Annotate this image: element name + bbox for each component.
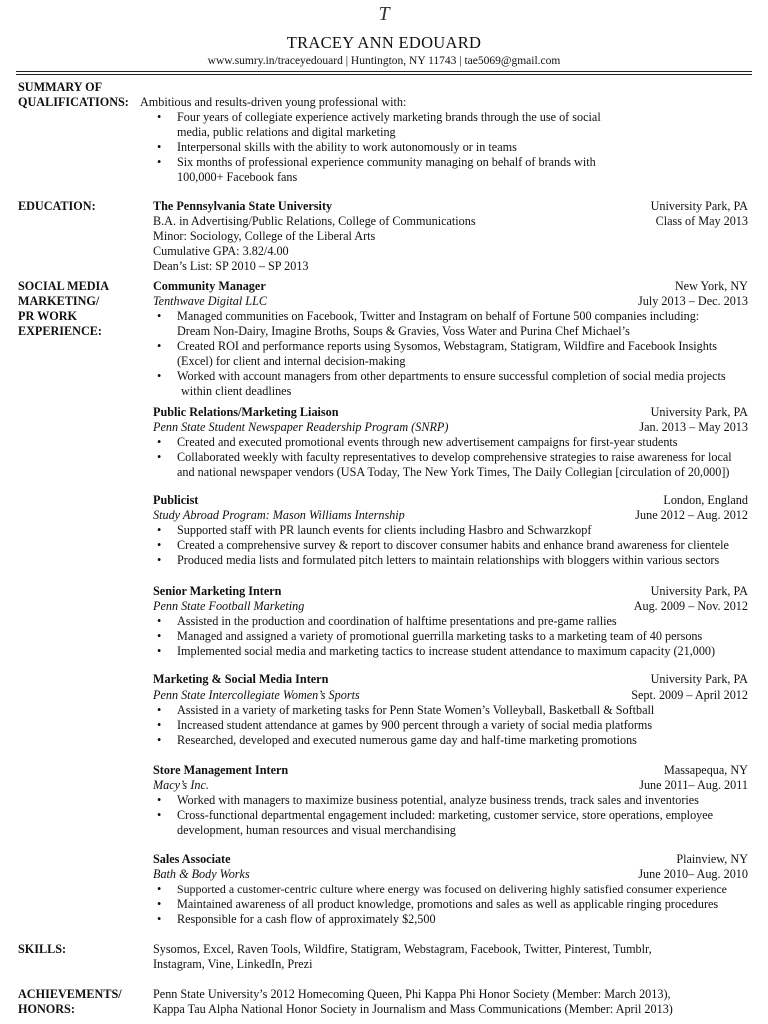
job-bullet: Maintained awareness of all product knowledge, promotions and sales as well as applicable ringing procedures <box>177 897 719 911</box>
section-label-experience: MARKETING/ <box>18 294 100 308</box>
job-bullet-cont: development, human resources and visual merchandising <box>177 823 456 837</box>
job-bullet: Supported staff with PR launch events for clients including Hasbro and Schwarzkopf <box>177 523 592 537</box>
honors-text: Penn State University’s 2012 Homecoming Queen, Phi Kappa Phi Honor Society (Member: March 2013), <box>153 987 671 1001</box>
bullet: • <box>157 629 162 643</box>
bullet: • <box>157 882 162 896</box>
job-organization: Penn State Student Newspaper Readership Program (SNRP) <box>153 420 449 434</box>
job-title: Senior Marketing Intern <box>153 584 282 598</box>
bullet: • <box>157 140 162 154</box>
bullet: • <box>157 110 162 124</box>
bullet: • <box>157 369 162 383</box>
section-label-experience: PR WORK <box>18 309 78 323</box>
resume-name: TRACEY ANN EDOUARD <box>286 33 482 52</box>
job-dates: June 2012 – Aug. 2012 <box>635 508 748 522</box>
bullet: • <box>157 793 162 807</box>
minor: Minor: Sociology, College of the Liberal Arts <box>153 229 376 243</box>
job-location: Plainview, NY <box>676 852 748 866</box>
bullet: • <box>157 897 162 911</box>
bullet: • <box>157 614 162 628</box>
summary-bullet-cont: 100,000+ Facebook fans <box>177 170 298 184</box>
job-bullet: Increased student attendance at games by 900 percent through a variety of social media platforms <box>177 718 653 732</box>
bullet: • <box>157 808 162 822</box>
skills-list-cont: Instagram, Vine, LinkedIn, Prezi <box>153 957 313 971</box>
summary-bullet-cont: media, public relations and digital marketing <box>177 125 396 139</box>
job-bullet: Assisted in a variety of marketing tasks for Penn State Women’s Volleyball, Basketball & Softball <box>177 703 655 717</box>
section-label-skills: SKILLS: <box>18 942 67 956</box>
job-organization: Macy’s Inc. <box>153 778 209 792</box>
section-label-experience: SOCIAL MEDIA <box>18 279 110 293</box>
job-organization: Study Abroad Program: Mason Williams Internship <box>153 508 405 522</box>
section-label-honors: ACHIEVEMENTS/ <box>18 987 122 1001</box>
job-organization: Tenthwave Digital LLC <box>153 294 267 308</box>
job-dates: June 2011– Aug. 2011 <box>639 778 748 792</box>
job-bullet: Produced media lists and formulated pitch letters to maintain relationships with bloggers within various sectors <box>177 553 720 567</box>
job-title: Community Manager <box>153 279 266 293</box>
job-location: University Park, PA <box>650 584 748 598</box>
deans-list: Dean’s List: SP 2010 – SP 2013 <box>153 259 309 273</box>
job-organization: Bath & Body Works <box>153 867 250 881</box>
job-dates: June 2010– Aug. 2010 <box>638 867 748 881</box>
summary-intro: Ambitious and results-driven young professional with: <box>140 95 407 109</box>
gpa: Cumulative GPA: 3.82/4.00 <box>153 244 289 258</box>
job-title: Store Management Intern <box>153 763 289 777</box>
job-bullet: Worked with managers to maximize business potential, analyze business trends, track sales and inventories <box>177 793 699 807</box>
bullet: • <box>157 538 162 552</box>
job-bullet-cont: Dream Non-Dairy, Imagine Broths, Soups & Gravies, Voss Water and Purina Chef Michael’s <box>177 324 630 338</box>
job-title: Sales Associate <box>153 852 231 866</box>
job-bullet: Cross-functional departmental engagement included: marketing, customer service, store operations, employee <box>177 808 714 822</box>
job-bullet-cont: and national newspaper vendors (USA Today, The New York Times, The Daily Collegian [circulation of 20,000]) <box>177 465 730 479</box>
skills-list: Sysomos, Excel, Raven Tools, Wildfire, Statigram, Webstagram, Facebook, Twitter, Pinterest, Tumblr, <box>153 942 652 956</box>
job-dates: Jan. 2013 – May 2013 <box>639 420 748 434</box>
job-dates: Sept. 2009 – April 2012 <box>631 688 748 702</box>
summary-bullet: Interpersonal skills with the ability to work autonomously or in teams <box>177 140 517 154</box>
job-bullet: Supported a customer-centric culture where energy was focused on delivering highly satisfied consumer experience <box>177 882 727 896</box>
bullet: • <box>157 553 162 567</box>
section-label-honors: HONORS: <box>18 1002 75 1016</box>
school-location: University Park, PA <box>650 199 748 213</box>
job-bullet: Created a comprehensive survey & report to discover consumer habits and enhance brand awareness for clientele <box>177 538 729 552</box>
section-label-summary: QUALIFICATIONS: <box>18 95 129 109</box>
job-bullet-cont: within client deadlines <box>181 384 292 398</box>
bullet: • <box>157 523 162 537</box>
job-bullet: Managed and assigned a variety of promotional guerrilla marketing tasks to a marketing team of 40 persons <box>177 629 703 643</box>
job-bullet: Researched, developed and executed numerous game day and half-time marketing promotions <box>177 733 637 747</box>
job-location: Massapequa, NY <box>664 763 748 777</box>
contact-line: www.sumry.in/traceyedouard | Huntington, NY 11743 | tae5069@gmail.com <box>207 55 561 67</box>
job-organization: Penn State Intercollegiate Women’s Sports <box>153 688 360 702</box>
job-location: London, England <box>663 493 748 507</box>
job-bullet: Created and executed promotional events through new advertisement campaigns for first-year students <box>177 435 678 449</box>
section-label-experience: EXPERIENCE: <box>18 324 102 338</box>
job-bullet: Managed communities on Facebook, Twitter and Instagram on behalf of Fortune 500 companies including: <box>177 309 700 323</box>
summary-bullet: Six months of professional experience community managing on behalf of brands with <box>177 155 596 169</box>
job-dates: Aug. 2009 – Nov. 2012 <box>633 599 748 613</box>
job-bullet-cont: (Excel) for client and internal decision-making <box>177 354 406 368</box>
job-title: Public Relations/Marketing Liaison <box>153 405 339 419</box>
honors-text-cont: Kappa Tau Alpha National Honor Society in Journalism and Mass Communications (Member: April 2013) <box>153 1002 673 1016</box>
job-bullet: Worked with account managers from other departments to ensure successful completion of social media projects <box>177 369 726 383</box>
bullet: • <box>157 644 162 658</box>
job-title: Marketing & Social Media Intern <box>153 672 329 686</box>
bullet: • <box>157 435 162 449</box>
summary-bullet: Four years of collegiate experience actively marketing brands through the use of social <box>177 110 601 124</box>
job-location: University Park, PA <box>650 672 748 686</box>
bullet: • <box>157 155 162 169</box>
bullet: • <box>157 703 162 717</box>
job-organization: Penn State Football Marketing <box>153 599 305 613</box>
header-divider-top <box>16 71 752 72</box>
section-label-summary: SUMMARY OF <box>18 80 103 94</box>
job-title: Publicist <box>153 493 199 507</box>
bullet: • <box>157 912 162 926</box>
job-bullet: Collaborated weekly with faculty representatives to develop comprehensive strategies to raise awareness for local <box>177 450 732 464</box>
bullet: • <box>157 309 162 323</box>
graduation-date: Class of May 2013 <box>655 214 748 228</box>
section-label-education: EDUCATION: <box>18 199 96 213</box>
bullet: • <box>157 718 162 732</box>
job-location: University Park, PA <box>650 405 748 419</box>
bullet: • <box>157 733 162 747</box>
job-bullet: Created ROI and performance reports using Sysomos, Webstagram, Statigram, Wildfire and Facebook Insights <box>177 339 717 353</box>
monogram-logo: T <box>378 3 390 25</box>
job-bullet: Assisted in the production and coordination of halftime presentations and pre-game rallies <box>177 614 617 628</box>
degree: B.A. in Advertising/Public Relations, College of Communications <box>153 214 476 228</box>
school-name: The Pennsylvania State University <box>153 199 333 213</box>
job-bullet: Responsible for a cash flow of approximately $2,500 <box>177 912 436 926</box>
bullet: • <box>157 339 162 353</box>
header-divider-bottom <box>16 74 752 75</box>
job-location: New York, NY <box>674 279 748 293</box>
bullet: • <box>157 450 162 464</box>
job-bullet: Implemented social media and marketing tactics to increase student attendance to maximum capacity (21,000) <box>177 644 716 658</box>
job-dates: July 2013 – Dec. 2013 <box>637 294 748 308</box>
